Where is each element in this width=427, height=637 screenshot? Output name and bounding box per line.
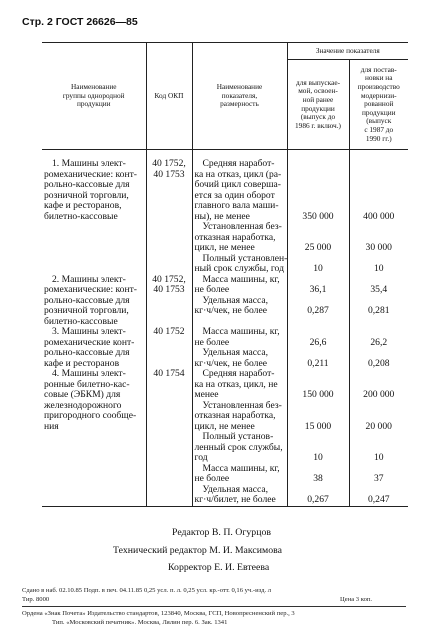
val-line-text: 10 — [313, 263, 323, 274]
specification-table — [42, 42, 408, 507]
page-header: Стр. 2 ГОСТ 26626—85 — [22, 16, 138, 28]
group-line-text: бочий цикл совершa- — [194, 179, 281, 190]
val-line-text — [350, 201, 409, 212]
code-line-text — [147, 201, 192, 212]
group-line-text: Полный установлен- — [202, 252, 288, 264]
value-new-column — [349, 150, 408, 507]
group-line-text: цикл, не менее — [194, 420, 255, 432]
val-line-text: 25 000 — [304, 242, 332, 253]
val-line-text — [288, 348, 349, 359]
group-line-text: железнодорожного — [44, 399, 122, 411]
group-line-text: Установленная без- — [202, 399, 282, 411]
group-line-text: билетно-кассовые — [44, 210, 118, 222]
group-line-text — [42, 222, 146, 233]
val-line-text: 150 000 — [302, 389, 334, 400]
header-line: (выпуск до — [300, 112, 336, 122]
value-old-column — [287, 150, 349, 507]
group-line-text: не более — [194, 336, 230, 348]
group-line-text: 1. Машины элект- — [52, 158, 126, 169]
group-line-text: отказная наработка, — [194, 231, 276, 243]
code-line-text — [147, 296, 192, 307]
header-indicator — [192, 43, 287, 150]
group-line-text: рольно-кассовые для — [44, 179, 130, 190]
code-line-text — [147, 243, 192, 254]
code-line-text — [147, 191, 192, 202]
group-column — [42, 150, 146, 507]
header-value-new — [349, 60, 408, 150]
val-line-text: 0,267 — [307, 494, 329, 505]
group-line-text: совые (ЭБКМ) для — [44, 389, 121, 400]
code-line-text — [147, 348, 192, 359]
header-line: Код ОКП — [154, 90, 184, 100]
header-line: для выпускае- — [295, 77, 341, 87]
val-line-text — [350, 159, 409, 170]
header-value-group: Значение показателя — [287, 43, 408, 60]
val-line-text: 15 000 — [304, 420, 332, 432]
group-line-text: ромеханические: конт- — [44, 284, 137, 295]
val-line-text — [350, 317, 409, 328]
val-line-text: 10 — [313, 452, 323, 463]
code-line-text — [147, 233, 192, 244]
code-line-text: 40 1752 — [153, 326, 185, 337]
header-line: новки на — [365, 73, 393, 83]
group-line-text: ется за один оборот — [194, 189, 275, 201]
group-line-text: 4. Машины элект- — [52, 368, 126, 379]
code-line-text: 40 1752, — [152, 158, 186, 169]
group-line-text: ны), не менее — [194, 210, 250, 222]
group-line-text: год — [194, 452, 208, 463]
corrector-credit: Корректор Е. И. Евтеева — [168, 562, 270, 573]
val-line-text — [350, 401, 409, 412]
group-line-text: Удельная масса, — [202, 483, 269, 495]
val-line-text: 30 000 — [365, 242, 392, 253]
val-line-text: 0,208 — [367, 357, 390, 369]
code-line-text: 40 1754 — [153, 368, 185, 379]
group-line-text: ромеханические: конт- — [44, 168, 137, 180]
val-line-text — [350, 327, 409, 338]
imprint-line-2-right: Цена 3 коп. — [340, 596, 373, 603]
val-line-text — [288, 327, 349, 338]
val-line-text: 0,281 — [367, 305, 390, 316]
header-group — [42, 43, 146, 150]
header-code — [146, 43, 192, 150]
group-line-text: кафе и ресторанов — [44, 357, 120, 369]
val-line-text — [350, 432, 409, 443]
group-line-text: рольно-кассовые для — [44, 347, 130, 358]
val-line-text — [288, 180, 349, 191]
header-line: с 1987 до — [364, 124, 394, 134]
header-line: производство — [357, 82, 400, 92]
header-line: ной ранее — [302, 94, 334, 104]
header-line: продукции — [361, 107, 396, 117]
group-line-text — [42, 233, 146, 244]
val-line-text — [288, 432, 349, 443]
imprint-line-3: Ордена «Знак Почета» Издательство стандартов, 123840, Москва, ГСП, Новопресненский пер., 3 — [22, 610, 295, 617]
code-line-text — [147, 306, 192, 317]
header-line: продукции — [76, 99, 111, 109]
val-line-text: 26,6 — [309, 336, 327, 348]
group-line-text: рольно-кассовые для — [44, 294, 130, 306]
group-line-text: Масса машины, кг, — [202, 326, 280, 337]
group-line-text — [42, 243, 146, 254]
code-line-text — [147, 254, 192, 265]
val-line-text: 0,287 — [307, 305, 329, 316]
val-line-text: 0,211 — [307, 357, 329, 369]
group-line-text: ка на отказ, цикл (ра- — [194, 168, 282, 180]
header-line: размерность — [220, 99, 259, 109]
group-line-text: главного вала маши- — [194, 200, 279, 211]
editor-credit: Редактор В. П. Огурцов — [172, 527, 271, 538]
val-line-text — [350, 180, 409, 191]
header-line: мой, освоен- — [298, 86, 338, 96]
val-line-text — [350, 411, 409, 422]
val-line-text: 350 000 — [302, 210, 334, 222]
val-line-text — [288, 191, 349, 202]
group-line-text: цикл, не менее — [194, 242, 255, 253]
val-line-text: 26,2 — [370, 336, 388, 348]
val-line-text: 10 — [373, 263, 384, 274]
val-line-text: 0,247 — [367, 494, 390, 505]
group-line-text: ронные билетно-кас- — [44, 378, 130, 390]
val-line-text: 400 000 — [363, 210, 395, 222]
header-line: для постав- — [360, 64, 397, 74]
code-line-text: 40 1753 — [153, 284, 185, 295]
val-line-text: 36,1 — [309, 284, 327, 295]
val-line-text: 38 — [313, 473, 323, 484]
group-line-text: кг·ч/чек, не более — [194, 357, 267, 369]
group-line-text: ный срок службы, год — [194, 263, 284, 274]
group-line-text: Средняя наработ- — [202, 368, 275, 379]
imprint-line-2-left: Тир. 8000 — [22, 596, 50, 603]
group-line-text — [42, 254, 146, 265]
imprint-line-4: Тип. «Московский печатник». Москва, Лялин пер. 6. Зак. 1341 — [52, 619, 228, 626]
val-line-text: 35,4 — [370, 284, 388, 295]
group-line-text — [42, 264, 146, 275]
group-line-text: розничной торговли, — [44, 305, 129, 316]
header-line: рованной — [364, 99, 394, 109]
code-line-text — [147, 264, 192, 275]
header-value-old — [287, 60, 349, 150]
code-line-text — [147, 338, 192, 349]
header-line: показателя, — [221, 90, 258, 100]
group-line-text: Средняя наработ- — [202, 158, 275, 169]
group-line-text: Установленная без- — [202, 221, 282, 232]
val-line-text: 200 000 — [363, 389, 395, 400]
val-line-text — [288, 222, 349, 233]
tech-editor-credit: Технический редактор М. И. Максимова — [113, 545, 282, 556]
indicator-column — [192, 150, 287, 507]
group-line-text: пригородного сообще- — [44, 410, 137, 421]
header-line: 1990 гг.) — [365, 133, 392, 143]
code-column — [146, 150, 192, 507]
group-line-text: Масса машины, кг, — [202, 273, 280, 285]
val-line-text — [350, 369, 409, 380]
val-line-text — [288, 369, 349, 380]
val-line-text: 10 — [373, 452, 384, 463]
header-line: группы однородной — [62, 90, 125, 100]
group-line-text: не более — [194, 284, 230, 295]
header-line: модернизи- — [360, 90, 397, 100]
group-line-text: Полный установ- — [202, 431, 274, 442]
group-line-text: кафе и ресторанов, — [44, 200, 122, 211]
val-line-text — [350, 170, 409, 181]
imprint-divider — [22, 606, 406, 607]
val-line-text — [350, 191, 409, 202]
code-line-text: 40 1752, — [152, 273, 186, 285]
group-line-text: Удельная масса, — [202, 347, 269, 358]
val-line-text — [288, 201, 349, 212]
group-line-text: билетно-кассовые — [44, 315, 118, 327]
val-line-text — [350, 348, 409, 359]
val-line-text — [288, 317, 349, 328]
group-line-text: ка на отказ, цикл, не — [194, 378, 278, 390]
val-line-text — [288, 170, 349, 181]
group-line-text: Удельная масса, — [202, 294, 269, 306]
imprint-line-1: Сдано в наб. 02.10.85 Подп. в печ. 04.11.85 0,25 усл. п. л. 0,25 усл. кр.-отт. 0,16 уч.-изд. л — [22, 587, 272, 594]
group-line-text: 2. Машины элект- — [52, 273, 126, 285]
code-line-text — [147, 222, 192, 233]
group-line-text: Масса машины, кг, — [202, 462, 280, 474]
group-line-text: не более — [194, 473, 230, 484]
code-line-text — [147, 180, 192, 191]
group-line-text: ния — [44, 420, 59, 432]
group-line-text: ленный срок службы, — [194, 441, 283, 453]
header-line: продукции — [301, 103, 335, 113]
group-line-text: 3. Машины элект- — [52, 326, 126, 337]
group-line-text: кг·ч/чек, не более — [194, 305, 267, 316]
val-line-text — [288, 401, 349, 412]
group-line-text: кг·ч/билет, не более — [194, 494, 276, 505]
group-line-text: ромеханические конт- — [44, 336, 135, 348]
header-line: Наименование — [216, 82, 263, 92]
group-line-text: отказная наработка, — [194, 410, 276, 421]
val-line-text — [288, 411, 349, 422]
header-line: 1986 г. включ.) — [295, 120, 341, 130]
group-line-text: менее — [194, 389, 219, 400]
code-line-text: 40 1753 — [153, 168, 185, 180]
val-line-text — [288, 159, 349, 170]
code-line-text — [147, 212, 192, 223]
val-line-text: 20 000 — [365, 420, 392, 432]
header-line: (выпуск — [366, 116, 392, 126]
val-line-text — [350, 222, 409, 233]
header-line: Наименование — [71, 82, 117, 92]
group-line-text: розничной торговли, — [44, 189, 129, 201]
val-line-text: 37 — [373, 473, 384, 484]
